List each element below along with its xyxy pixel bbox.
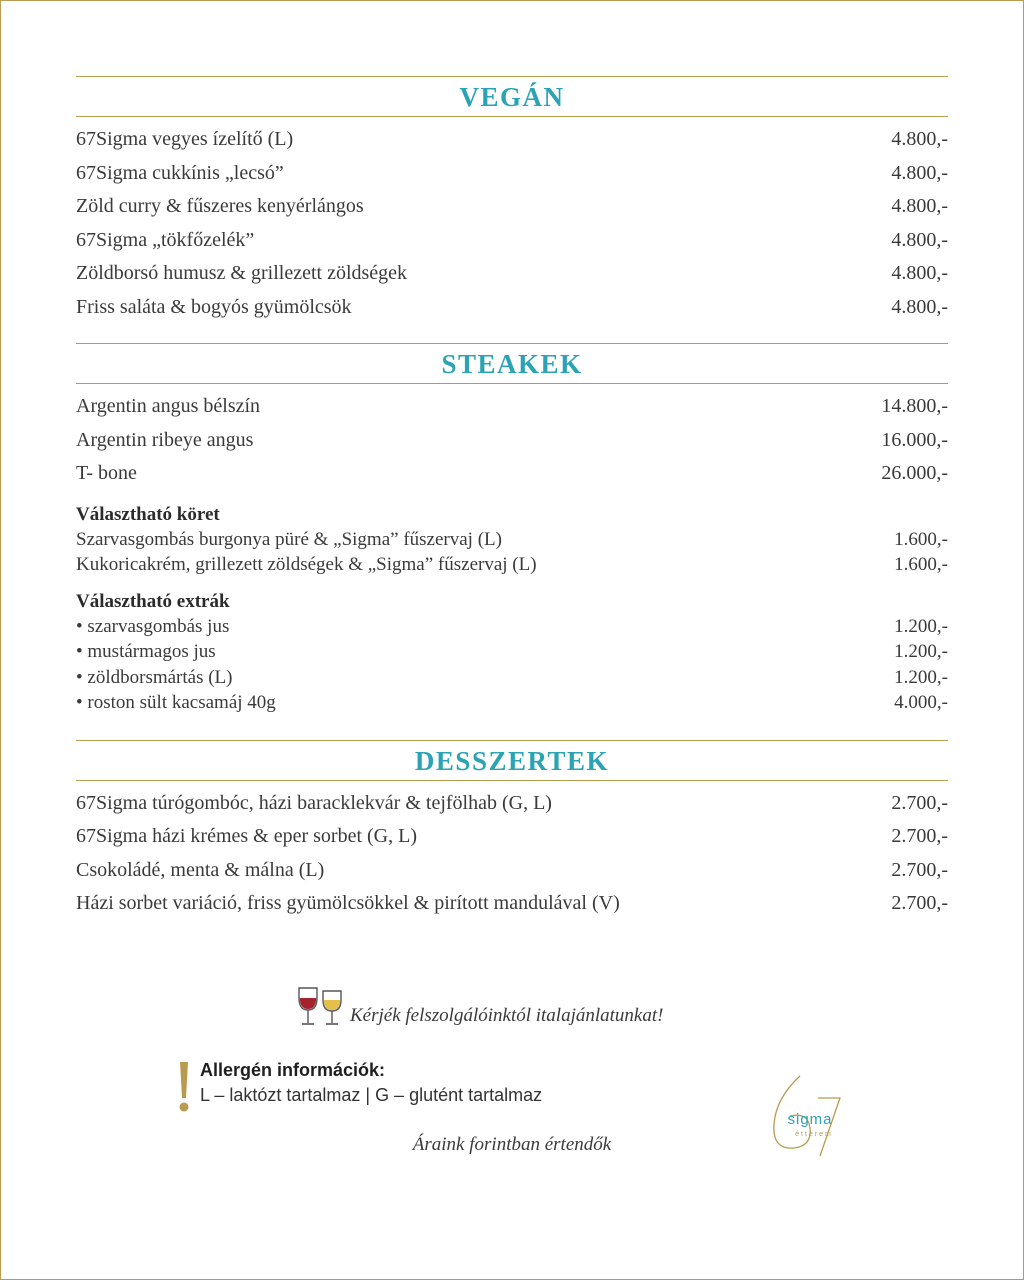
sides-title: Választható köret — [76, 503, 220, 525]
item-name: • szarvasgombás jus — [76, 615, 230, 637]
extra-item — [76, 665, 948, 691]
menu-item — [76, 257, 948, 291]
sigma-logo — [766, 1072, 846, 1160]
item-price: 4.800,- — [891, 161, 948, 184]
item-name: Argentin angus bélszín — [76, 395, 261, 417]
menu-item — [76, 157, 948, 191]
item-name: 67Sigma vegyes ízelítő (L) — [76, 128, 294, 150]
item-name: Zöld curry & fűszeres kenyérlángos — [76, 195, 364, 217]
item-name: Kukoricakrém, grillezett zöldségek & „Sigma” fűszervaj (L) — [76, 554, 537, 575]
menu-item — [76, 887, 948, 921]
side-item — [76, 552, 948, 578]
price-note: Áraink forintban értendők — [412, 1134, 612, 1155]
item-name: • zöldborsmártás (L) — [76, 666, 233, 688]
menu-item — [76, 224, 948, 258]
item-price: 1.600,- — [894, 528, 948, 550]
menu-item — [76, 123, 948, 157]
item-name: Friss saláta & bogyós gyümölcsök — [76, 295, 352, 318]
item-name: • mustármagos jus — [76, 641, 216, 662]
item-name: • roston sült kacsamáj 40g — [76, 692, 276, 713]
item-name: T- bone — [76, 462, 137, 484]
item-price: 2.700,- — [891, 791, 948, 814]
allergen-title: Allergén információk: — [200, 1060, 386, 1080]
extra-item — [76, 639, 948, 665]
section-title: STEAKEK — [441, 349, 583, 379]
item-price: 2.700,- — [891, 892, 948, 914]
item-price: 4.800,- — [891, 228, 948, 251]
item-price: 4.800,- — [891, 262, 948, 284]
item-price: 1.200,- — [894, 666, 948, 688]
item-price: 14.800,- — [881, 395, 948, 417]
extra-item — [76, 614, 948, 640]
wine-glasses-icon — [296, 985, 344, 1029]
extra-item — [76, 690, 948, 716]
item-name: 67Sigma „tökfőzelék” — [76, 228, 255, 251]
item-price: 16.000,- — [881, 428, 948, 451]
side-item — [76, 527, 948, 553]
menu-item — [76, 190, 948, 224]
item-price: 26.000,- — [881, 462, 948, 484]
menu-item — [76, 787, 948, 821]
logo-text: sigma — [787, 1111, 833, 1128]
item-name: 67Sigma cukkínis „lecsó” — [76, 161, 284, 184]
menu-item — [76, 291, 948, 325]
section-title: VEGÁN — [459, 82, 565, 112]
item-price: 1.600,- — [894, 554, 948, 575]
item-name: 67Sigma házi krémes & eper sorbet (G, L) — [76, 825, 418, 847]
section-header-vegan — [76, 76, 948, 117]
section-title: DESSZERTEK — [414, 745, 610, 776]
menu-item — [76, 820, 948, 854]
logo-subtext: étterem — [795, 1131, 833, 1138]
section-header-steaks — [76, 343, 948, 384]
item-name: Csokoládé, menta & málna (L) — [76, 858, 325, 881]
exclamation-icon — [176, 1060, 192, 1114]
item-name: Házi sorbet variáció, friss gyümölcsökkel & pirított mandulával (V) — [76, 892, 620, 914]
allergen-text: L – laktózt tartalmaz | G – glutént tartalmaz — [200, 1085, 543, 1105]
item-price: 4.800,- — [891, 295, 948, 318]
extras-title: Választható extrák — [76, 590, 230, 612]
item-name: Szarvasgombás burgonya püré & „Sigma” fűszervaj (L) — [76, 528, 502, 550]
item-name: Argentin ribeye angus — [76, 428, 254, 451]
item-name: 67Sigma túrógombóc, házi baracklekvár & tejfölhab (G, L) — [76, 791, 552, 814]
item-price: 1.200,- — [894, 615, 948, 637]
wine-note: Kérjék felszolgálóinktól italajánlatunkat! — [350, 1005, 664, 1026]
item-price: 4.000,- — [894, 692, 948, 713]
item-price: 2.700,- — [891, 858, 948, 881]
item-price: 1.200,- — [894, 641, 948, 662]
dessert-items — [76, 781, 948, 921]
item-name: Zöldborsó humusz & grillezett zöldségek — [76, 262, 408, 284]
steak-items — [76, 384, 948, 716]
menu — [76, 76, 948, 921]
menu-item — [76, 854, 948, 888]
item-price: 4.800,- — [891, 128, 948, 150]
section-header-desserts — [76, 740, 948, 781]
menu-item — [76, 424, 948, 458]
menu-item — [76, 390, 948, 424]
item-price: 4.800,- — [891, 195, 948, 217]
item-price: 2.700,- — [891, 825, 948, 847]
vegan-items — [76, 117, 948, 324]
menu-item — [76, 457, 948, 491]
